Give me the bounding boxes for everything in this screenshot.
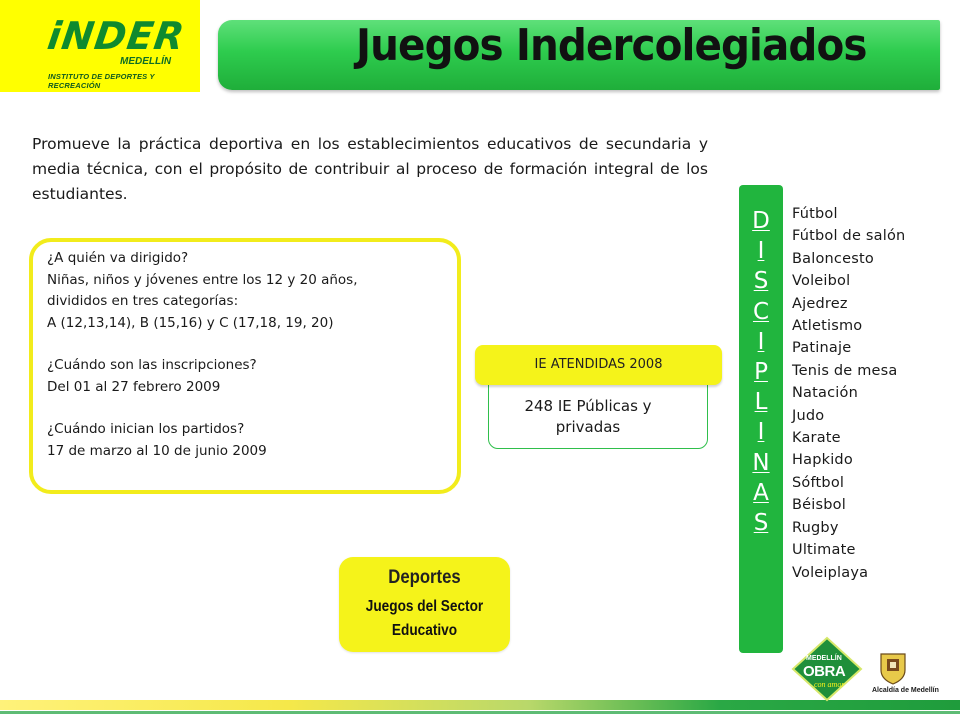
list-item: Sóftbol [792, 474, 845, 491]
logo-subtitle: INSTITUTO DE DEPORTES Y RECREACIÓN [48, 72, 155, 90]
disciplinas-letter: A [753, 479, 769, 506]
answer-matches: 17 de marzo al 10 de junio 2009 [47, 442, 267, 459]
list-item: Judo [792, 407, 825, 424]
footer-line [0, 711, 960, 714]
list-item: Ajedrez [792, 295, 848, 312]
ie-value-line1: 248 IE Públicas y [524, 397, 652, 415]
disciplinas-letter: I [757, 419, 765, 446]
alcaldia-label: Alcaldía de Medellín [872, 687, 939, 694]
answer-target-2: divididos en tres categorías: [47, 293, 239, 309]
list-item: Ultimate [792, 542, 856, 559]
inder-logo [0, 0, 200, 92]
list-item: Tenis de mesa [792, 362, 898, 379]
list-item: Atletismo [792, 318, 863, 335]
list-item: Hapkido [792, 452, 853, 469]
list-item: Fútbol [792, 206, 838, 222]
answer-registration: Del 01 al 27 febrero 2009 [47, 378, 221, 395]
disciplinas-label [739, 206, 783, 538]
list-item: Béisbol [792, 497, 846, 514]
obra-sub-text: con amor [814, 680, 845, 689]
disciplinas-letter: S [753, 268, 769, 295]
disciplinas-letter: N [752, 449, 770, 476]
disciplinas-letter: D [752, 208, 770, 234]
list-item: Voleibol [792, 273, 851, 290]
disciplinas-letter: C [752, 298, 770, 325]
deportes-line2: Educativo [391, 622, 458, 639]
ie-header: IE ATENDIDAS 2008 [475, 345, 722, 385]
question-registration: ¿Cuándo son las inscripciones? [47, 357, 257, 373]
logo-name: iNDER [44, 14, 188, 58]
disciplinas-letter: I [757, 238, 765, 265]
question-target: ¿A quién va dirigido? [47, 250, 189, 266]
info-text [47, 248, 457, 462]
disciplinas-letter: I [757, 328, 765, 355]
answer-target-1: Niñas, niños y jóvenes entre los 12 y 20 años, [47, 271, 358, 288]
list-item: Voleiplaya [792, 564, 869, 581]
obra-top-text: MEDELLÍN [806, 655, 842, 662]
ie-value [495, 396, 681, 438]
disciplinas-letter: S [753, 510, 769, 537]
question-matches: ¿Cuándo inician los partidos? [47, 421, 245, 437]
page-title: Juegos Indercolegiados [356, 20, 867, 71]
deportes-box [339, 557, 510, 652]
logo-city: MEDELLÍN [120, 56, 172, 67]
list-item: Natación [792, 385, 858, 402]
obra-main-text: OBRA [803, 663, 846, 680]
deportes-line1: Juegos del Sector [365, 598, 484, 615]
ie-value-line2: privadas [555, 418, 621, 436]
disciplinas-list [792, 203, 905, 584]
deportes-subtitle [349, 595, 499, 643]
deportes-title: Deportes [388, 567, 461, 588]
list-item: Patinaje [792, 340, 852, 357]
list-item: Rugby [792, 519, 839, 536]
medellin-shield-icon [878, 650, 908, 685]
disciplinas-letter: P [754, 359, 768, 386]
answer-target-3: A (12,13,14), B (15,16) y C (17,18, 19, 20) [47, 314, 334, 331]
list-item: Karate [792, 430, 841, 447]
intro-paragraph: Promueve la práctica deportiva en los establecimientos educativos de secundaria y media técnica, con el propósito de contribuir al proceso de formación integral de los estudiantes. [32, 135, 708, 203]
list-item: Baloncesto [792, 250, 874, 267]
disciplinas-letter: L [754, 389, 768, 416]
list-item: Fútbol de salón [792, 228, 906, 245]
